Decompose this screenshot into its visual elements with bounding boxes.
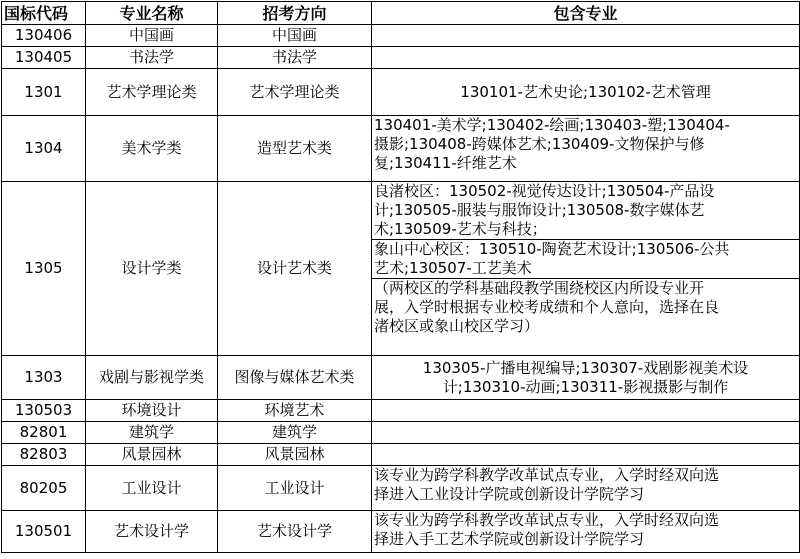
code-cell: 130501 xyxy=(2,511,86,553)
includes-line: 130101-艺术史论;130102-艺术管理 xyxy=(460,82,711,101)
includes-line: 术;130509-艺术与科技； xyxy=(374,220,547,238)
name-cell: 建筑学 xyxy=(86,422,218,444)
direction-cell: 工业设计 xyxy=(218,466,372,511)
direction-cell: 建筑学 xyxy=(218,422,372,444)
direction-cell: 艺术设计学 xyxy=(218,511,372,553)
code-cell: 130406 xyxy=(2,25,86,47)
direction-cell: 风景园林 xyxy=(218,444,372,466)
includes-cell xyxy=(372,400,800,422)
table-row xyxy=(2,422,800,444)
includes-cell xyxy=(372,422,800,444)
table-row xyxy=(2,466,800,511)
direction-cell: 环境艺术 xyxy=(218,400,372,422)
includes-line: 良渚校区：130502-视觉传达设计;130504-产品设 xyxy=(374,182,715,200)
direction-cell: 艺术学理论类 xyxy=(218,69,372,116)
campus-block-liangzhu xyxy=(372,182,799,240)
code-cell: 1305 xyxy=(2,182,86,356)
includes-line: 择进入手工艺术学院或创新设计学院学习 xyxy=(374,530,645,548)
direction-cell: 设计艺术类 xyxy=(218,182,372,356)
header-includes: 包含专业 xyxy=(372,2,800,25)
code-cell: 82801 xyxy=(2,422,86,444)
includes-cell xyxy=(372,116,800,182)
includes-line: 该专业为跨学科教学改革试点专业，入学时经双向选 xyxy=(374,511,720,529)
includes-cell xyxy=(372,356,800,400)
code-cell: 130503 xyxy=(2,400,86,422)
code-cell: 80205 xyxy=(2,466,86,511)
name-cell: 中国画 xyxy=(86,25,218,47)
table-row xyxy=(2,511,800,553)
code-cell: 1304 xyxy=(2,116,86,182)
table-row xyxy=(2,47,800,69)
table-row xyxy=(2,116,800,182)
majors-table xyxy=(1,1,800,553)
includes-line: 130305-广播电视编导;130307-戏剧影视美术设 xyxy=(422,358,749,377)
includes-line: 计;130310-动画;130311-影视摄影与制作 xyxy=(442,377,729,396)
table-row xyxy=(2,444,800,466)
table-header-row xyxy=(2,2,800,25)
code-cell: 1301 xyxy=(2,69,86,116)
campus-note xyxy=(372,279,799,336)
includes-line: 渚校区或象山校区学习） xyxy=(374,317,540,335)
header-name: 专业名称 xyxy=(86,2,218,25)
majors-table-sheet xyxy=(1,1,799,553)
includes-line: 象山中心校区：130510-陶瓷艺术设计;130506-公共 xyxy=(374,240,730,258)
name-cell: 工业设计 xyxy=(86,466,218,511)
includes-line: 计;130505-服装与服饰设计;130508-数字媒体艺 xyxy=(374,201,705,219)
includes-cell xyxy=(372,182,800,356)
includes-line: 艺术;130507-工艺美术 xyxy=(374,259,532,277)
table-row xyxy=(2,25,800,47)
name-cell: 设计学类 xyxy=(86,182,218,356)
header-code: 国标代码 xyxy=(2,2,86,25)
name-cell: 艺术学理论类 xyxy=(86,69,218,116)
direction-cell: 造型艺术类 xyxy=(218,116,372,182)
includes-cell xyxy=(372,466,800,511)
includes-line: 130401-美术学;130402-绘画;130403-塑;130404- xyxy=(374,116,730,134)
includes-cell xyxy=(372,47,800,69)
includes-line: 复;130411-纤维艺术 xyxy=(374,154,517,172)
table-row xyxy=(2,69,800,116)
code-cell: 1303 xyxy=(2,356,86,400)
code-cell: 82803 xyxy=(2,444,86,466)
includes-line: 展，入学时根据专业校考成绩和个人意向，选择在良 xyxy=(374,298,720,316)
name-cell: 美术学类 xyxy=(86,116,218,182)
includes-cell xyxy=(372,69,800,116)
includes-line: 该专业为跨学科教学改革试点专业，入学时经双向选 xyxy=(374,466,720,484)
name-cell: 艺术设计学 xyxy=(86,511,218,553)
table-row xyxy=(2,400,800,422)
includes-line: 摄影;130408-跨媒体艺术;130409-文物保护与修 xyxy=(374,135,705,153)
name-cell: 书法学 xyxy=(86,47,218,69)
campus-block-xiangshan xyxy=(372,240,799,279)
direction-cell: 中国画 xyxy=(218,25,372,47)
direction-cell: 书法学 xyxy=(218,47,372,69)
includes-cell xyxy=(372,511,800,553)
includes-cell xyxy=(372,444,800,466)
includes-cell xyxy=(372,25,800,47)
name-cell: 环境设计 xyxy=(86,400,218,422)
header-direction: 招考方向 xyxy=(218,2,372,25)
includes-line: 择进入工业设计学院或创新设计学院学习 xyxy=(374,485,645,503)
table-row xyxy=(2,356,800,400)
name-cell: 风景园林 xyxy=(86,444,218,466)
direction-cell: 图像与媒体艺术类 xyxy=(218,356,372,400)
name-cell: 戏剧与影视学类 xyxy=(86,356,218,400)
code-cell: 130405 xyxy=(2,47,86,69)
includes-line: （两校区的学科基础段教学围绕校区内所设专业开 xyxy=(374,279,705,297)
table-row xyxy=(2,182,800,356)
